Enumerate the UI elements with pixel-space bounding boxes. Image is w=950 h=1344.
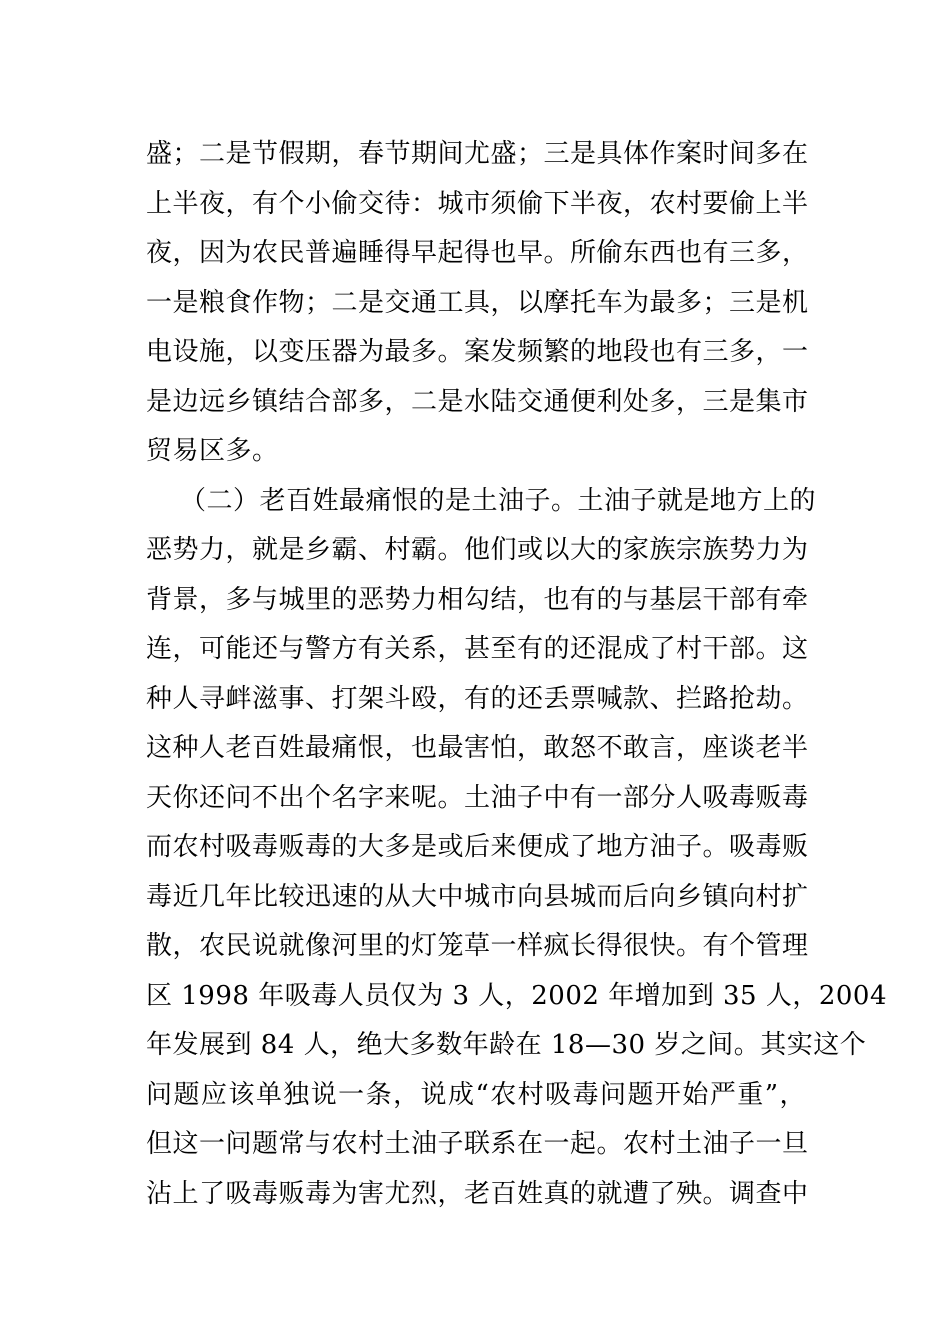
text-line: 连，可能还与警方有关系，甚至有的还混成了村干部。这 xyxy=(146,634,809,664)
text-line: 贸易区多。 xyxy=(146,436,279,466)
text-line: 而农村吸毒贩毒的大多是或后来便成了地方油子。吸毒贩 xyxy=(146,832,809,862)
text-line: 年发展到 84 人，绝大多数年龄在 18—30 岁之间。其实这个 xyxy=(146,1030,867,1060)
text-line: 夜，因为农民普遍睡得早起得也早。所偷东西也有三多， xyxy=(146,238,809,268)
text-line: 种人寻衅滋事、打架斗殴，有的还丢票喊款、拦路抢劫。 xyxy=(146,683,809,714)
text-line: 这种人老百姓最痛恨，也最害怕，敢怒不敢言，座谈老半 xyxy=(146,733,809,763)
section-heading-line: （二）老百姓最痛恨的是土油子。土油子就是地方上的 xyxy=(180,485,817,516)
text-line: 一是粮食作物；二是交通工具，以摩托车为最多；三是机 xyxy=(146,287,809,318)
text-line: 电设施，以变压器为最多。案发频繁的地段也有三多，一 xyxy=(146,337,809,367)
text-line: 是边远乡镇结合部多，二是水陆交通便利处多，三是集市 xyxy=(146,386,809,417)
body-text xyxy=(146,130,887,1219)
text-line: 沾上了吸毒贩毒为害尤烈，老百姓真的就遭了殃。调查中 xyxy=(146,1178,809,1209)
text-line: 盛；二是节假期，春节期间尤盛；三是具体作案时间多在 xyxy=(146,139,809,169)
text-line: 上半夜，有个小偷交待：城市须偷下半夜，农村要偷上半 xyxy=(146,188,809,219)
text-line: 但这一问题常与农村土油子联系在一起。农村土油子一旦 xyxy=(146,1129,809,1159)
text-line: 恶势力，就是乡霸、村霸。他们或以大的家族宗族势力为 xyxy=(146,535,809,565)
text-line: 问题应该单独说一条，说成“农村吸毒问题开始严重”， xyxy=(146,1079,806,1110)
text-line: 区 1998 年吸毒人员仅为 3 人，2002 年增加到 35 人，2004 xyxy=(146,980,887,1011)
text-line: 天你还问不出个名字来呢。土油子中有一部分人吸毒贩毒 xyxy=(146,782,809,813)
text-line: 毒近几年比较迅速的从大中城市向县城而后向乡镇向村扩 xyxy=(146,881,809,912)
text-line: 散，农民说就像河里的灯笼草一样疯长得很快。有个管理 xyxy=(146,931,809,961)
text-line: 背景，多与城里的恶势力相勾结，也有的与基层干部有牵 xyxy=(146,584,809,615)
